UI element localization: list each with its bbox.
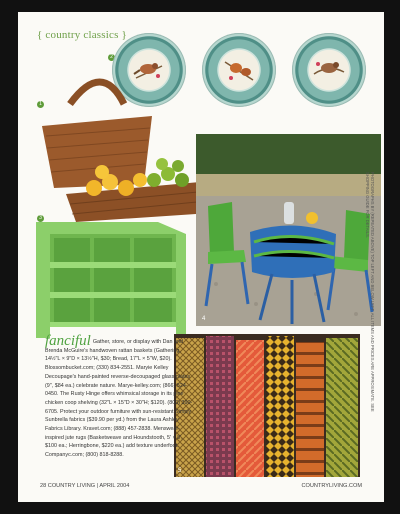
photo-number-baskets: 1 [37, 101, 44, 108]
footer-page-info: 28 COUNTRY LIVING | APRIL 2004 [40, 483, 130, 489]
rattan-baskets-photo [32, 64, 202, 222]
magazine-page [18, 12, 384, 502]
patio-table-photo [196, 134, 381, 326]
bird-illustration-icon [312, 56, 346, 84]
photo-number-fabrics: 5 [178, 468, 182, 474]
bird-plate-2 [202, 33, 276, 107]
fanciful-heading: fanciful [45, 333, 91, 349]
article-text: Gather, store, or display with Dan and Brenda McGuire's handwoven rattan baskets (Gathering, 14½"L × 9"D × 13½"H, $30; Bread, 17"L × 5"W, $20). Blossombucket.com; (330) 834-2551. Maryie Kelley Decoupage's hand-painted reverse-decoupaged glass plates (9", $84 ea.) celebrate nature. Marye-kelley.com; (866) 524-0450. The Rusty Hinge offers whimsical storage in its pine chicken coop shelving (32"L × 15"D × 30"H; $120). (800) 390-6705. Protect your outdoor furniture with sun-resistant Simply Sunbrella fabrics ($39.90 per yd.) from the Laura Ashley Fabrics Library. Kravet.com; (888) 457-2838. Menswear-inspired jute rugs (Basketweave and Houndstooth, 5' × 8', $100 ea.; Herringbone, $220 ea.) add texture underfoot. Companyc.com; (800) 818-8288. [45, 339, 193, 459]
chicken-coop-shelf-photo [36, 220, 196, 338]
fabric-swatches-photo [174, 334, 360, 477]
section-title: { country classics } [37, 29, 128, 41]
photo-number-plates: 2 [108, 54, 115, 61]
article-body [45, 333, 193, 460]
footer-website: COUNTRYLIVING.COM [301, 483, 362, 489]
bird-plate-3 [292, 33, 366, 107]
photo-number-shelf: 3 [37, 215, 44, 222]
photo-number-patio: 4 [202, 316, 206, 322]
bird-illustration-icon [222, 56, 256, 84]
photo-credit-vertical: PHOTOGRAPHS BY (REPEATED ABOVE) TOP LEFT AND BELOW LEFT. ALL ITEMS AND PRICES ARE APPROXIMATE. SEE SHOPPING GUIDE FOR DETAILS. [365, 172, 375, 412]
